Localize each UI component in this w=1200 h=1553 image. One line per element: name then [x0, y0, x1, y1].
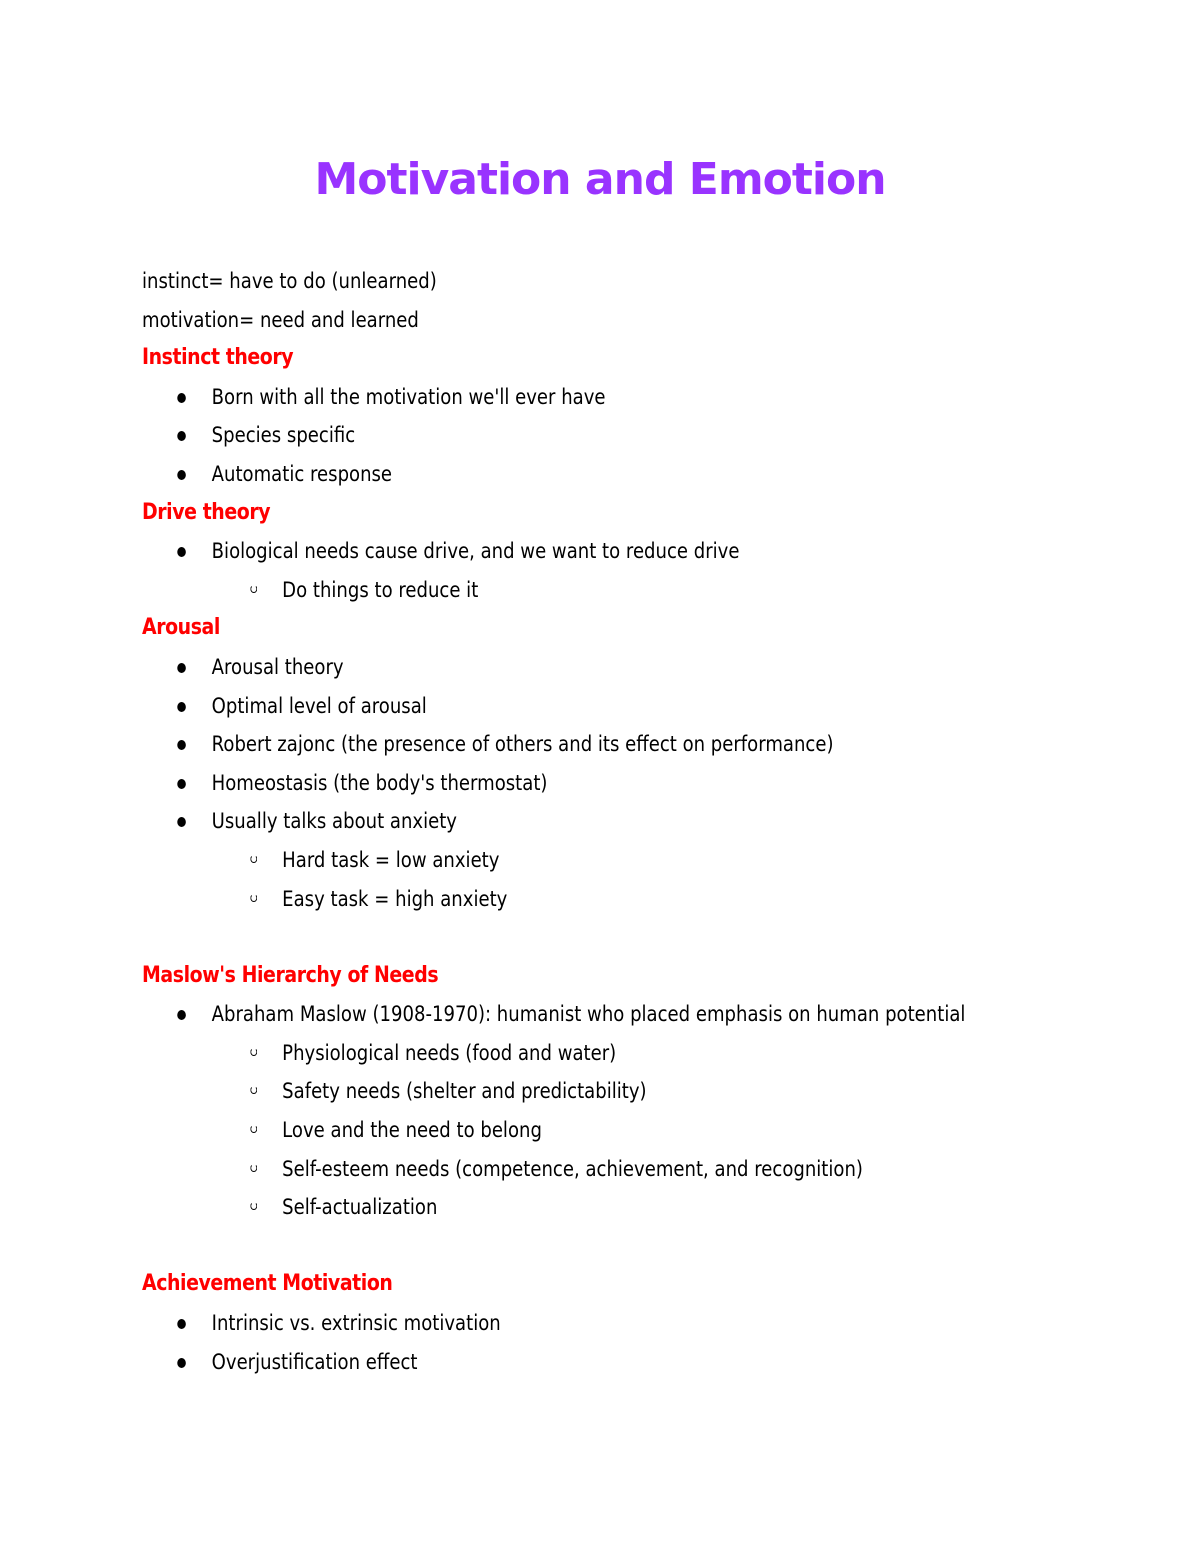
sub-bullet-item: Physiological needs (food and water)	[142, 1034, 1002, 1073]
section-heading: Instinct theory	[142, 345, 294, 371]
sub-bullet-item: Do things to reduce it	[142, 571, 1002, 610]
notes-body	[142, 262, 1142, 1381]
sub-bullet-item: Love and the need to belong	[142, 1111, 1002, 1150]
note-line: instinct= have to do (unlearned)	[142, 269, 437, 293]
bullet-item: Automatic response	[142, 455, 1002, 494]
bullet-item: Abraham Maslow (1908-1970): humanist who placed emphasis on human potential	[142, 995, 1002, 1034]
blank-line	[142, 918, 1002, 957]
section-heading: Maslow's Hierarchy of Needs	[142, 962, 439, 988]
bullet-item: Species specific	[142, 416, 1002, 455]
note-line: motivation= need and learned	[142, 307, 419, 332]
sub-bullet-item: Easy task = high anxiety	[142, 880, 1002, 919]
blank-line	[142, 1227, 1002, 1266]
page-title: Motivation and Emotion	[314, 154, 886, 205]
bullet-item: Homeostasis (the body's thermostat)	[142, 764, 1002, 803]
section-heading: Drive theory	[142, 499, 271, 525]
section-heading: Achievement Motivation	[142, 1271, 393, 1297]
sub-bullet-item: Self-esteem needs (competence, achievement, and recognition)	[142, 1150, 1002, 1189]
bullet-item: Overjustification effect	[142, 1343, 1002, 1382]
bullet-item: Arousal theory	[142, 648, 1002, 687]
bullet-item: Born with all the motivation we'll ever have	[142, 378, 1002, 417]
sub-bullet-item: Safety needs (shelter and predictability)	[142, 1072, 1002, 1111]
section-heading: Arousal	[142, 615, 220, 641]
sub-bullet-item: Self-actualization	[142, 1188, 1002, 1227]
bullet-item: Usually talks about anxiety	[142, 802, 1002, 841]
bullet-item: Biological needs cause drive, and we want to reduce drive	[142, 532, 1002, 571]
bullet-item: Optimal level of arousal	[142, 687, 1002, 726]
sub-bullet-item: Hard task = low anxiety	[142, 841, 1002, 880]
bullet-item: Intrinsic vs. extrinsic motivation	[142, 1304, 1002, 1343]
bullet-item: Robert zajonc (the presence of others and its effect on performance)	[142, 725, 1002, 764]
